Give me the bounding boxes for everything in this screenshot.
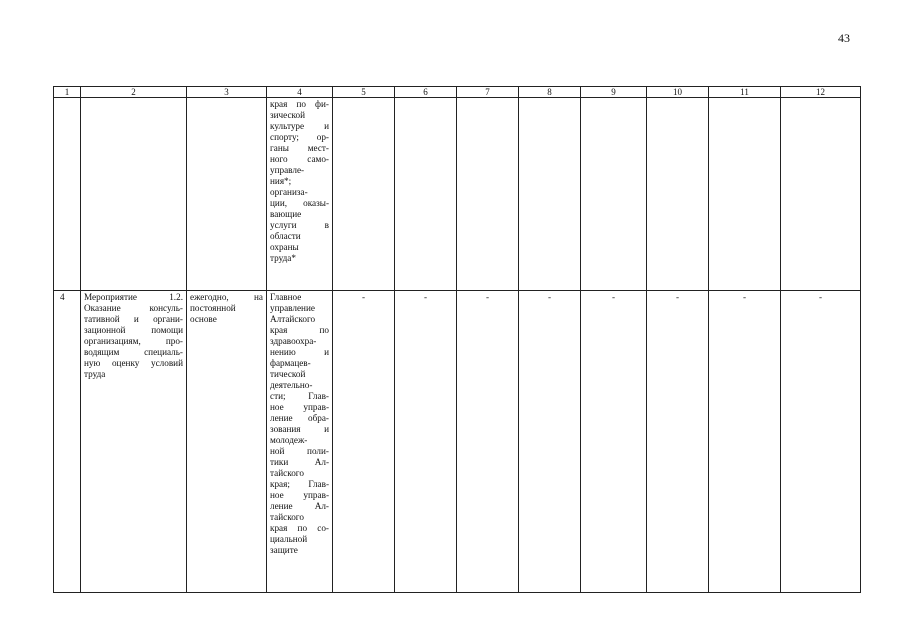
value-cell: - [333, 291, 395, 593]
text-line: труда [84, 369, 106, 379]
value-cell: - [457, 291, 519, 593]
text-line: тической [270, 369, 306, 379]
text-line: организа- [270, 187, 308, 197]
column-header: 7 [457, 87, 519, 98]
table-row [54, 291, 861, 593]
text-line: края по фи- [270, 99, 329, 109]
text-line: деятельно- [270, 380, 313, 390]
page-number: 43 [838, 31, 850, 45]
text-line: организациям, про- [84, 336, 183, 346]
text-line: циальной [270, 534, 308, 544]
value-cell: - [647, 291, 709, 593]
row-number-cell: 4 [54, 291, 81, 593]
text-line: ное управ- [270, 402, 329, 412]
text-line: края по со- [270, 523, 329, 533]
text-line: здравоохра- [270, 336, 317, 346]
text-line: ния*; [270, 176, 292, 186]
text-line: тайского [270, 512, 304, 522]
text-line: ное управ- [270, 490, 329, 500]
column-header: 9 [581, 87, 647, 98]
value-cell: - [781, 291, 861, 593]
column-header: 4 [267, 87, 333, 98]
text-line: управле- [270, 165, 305, 175]
text-line: охраны [270, 242, 299, 252]
program-measures-table [53, 86, 861, 593]
text-line: основе [190, 314, 217, 324]
column-header: 1 [54, 87, 81, 98]
period-cell [187, 98, 267, 291]
column-header: 6 [395, 87, 457, 98]
value-cell [647, 98, 709, 291]
text-line: молодеж- [270, 435, 308, 445]
text-line: области [270, 231, 301, 241]
period-cell [187, 291, 267, 593]
measure-cell [81, 98, 187, 291]
text-line: ного само- [270, 154, 329, 164]
text-line: тативной и органи- [84, 314, 183, 324]
value-cell: - [519, 291, 581, 593]
value-cell [709, 98, 781, 291]
value-cell [395, 98, 457, 291]
executor-cell [267, 291, 333, 593]
text-line: ление Ал- [270, 501, 329, 511]
column-header: 3 [187, 87, 267, 98]
value-cell: - [395, 291, 457, 593]
text-line: края; Глав- [270, 479, 329, 489]
column-header: 8 [519, 87, 581, 98]
text-line: сти; Глав- [270, 391, 329, 401]
column-header: 10 [647, 87, 709, 98]
value-cell [457, 98, 519, 291]
text-line: ной поли- [270, 446, 329, 456]
text-line: фармацев- [270, 358, 311, 368]
value-cell: - [709, 291, 781, 593]
text-line: труда* [270, 253, 296, 263]
text-line: Алтайского [270, 314, 316, 324]
text-line: тайского [270, 468, 304, 478]
text-line: культуре и [270, 121, 329, 131]
row-number-cell [54, 98, 81, 291]
text-line: зования и [270, 424, 329, 434]
measure-cell [81, 291, 187, 593]
text-line: Главное [270, 292, 302, 302]
column-number-header-row [54, 87, 861, 98]
text-line: управление [270, 303, 315, 313]
value-cell: - [581, 291, 647, 593]
text-line: ежегодно, на [190, 292, 263, 302]
column-header: 5 [333, 87, 395, 98]
text-line: ную оценку условий [84, 358, 183, 368]
column-header: 12 [781, 87, 861, 98]
text-line: ции, оказы- [270, 198, 329, 208]
value-cell [581, 98, 647, 291]
text-line: зационной помощи [84, 325, 183, 335]
text-line: постоянной [190, 303, 236, 313]
column-header: 11 [709, 87, 781, 98]
text-line: ление обра- [270, 413, 329, 423]
text-line: нению и [270, 347, 329, 357]
text-line: услуги в [270, 220, 329, 230]
executor-cell [267, 98, 333, 291]
value-cell [519, 98, 581, 291]
text-line: ганы мест- [270, 143, 329, 153]
value-cell [333, 98, 395, 291]
text-line: водящим специаль- [84, 347, 183, 357]
text-line: тики Ал- [270, 457, 329, 467]
table-row [54, 98, 861, 291]
text-line: вающие [270, 209, 302, 219]
text-line: спорту; ор- [270, 132, 329, 142]
text-line: края по [270, 325, 329, 335]
column-header: 2 [81, 87, 187, 98]
text-line: Оказание консуль- [84, 303, 183, 313]
text-line: защите [270, 545, 298, 555]
text-line: Мероприятие 1.2. [84, 292, 183, 302]
text-line: зической [270, 110, 306, 120]
value-cell [781, 98, 861, 291]
